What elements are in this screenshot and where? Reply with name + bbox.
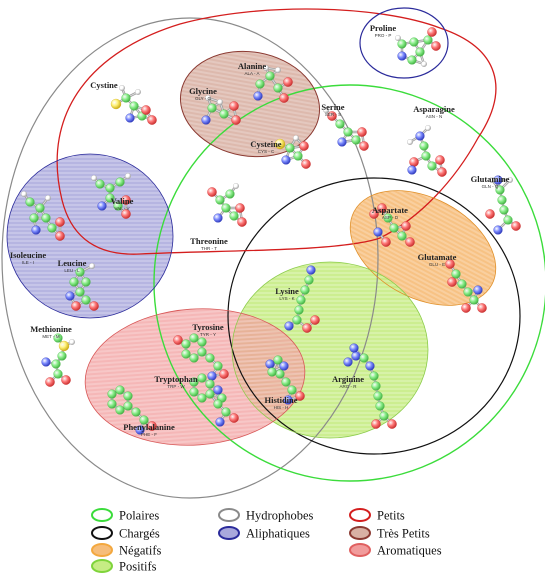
serine-name: Serine: [321, 102, 345, 112]
legend-label-charges: Chargés: [119, 526, 160, 541]
atom-n: [474, 286, 483, 295]
atom-o: [485, 209, 494, 218]
atom-c: [376, 402, 385, 411]
methionine-name: Methionine: [30, 324, 72, 334]
atom-h: [21, 191, 27, 197]
atom-o: [147, 115, 156, 124]
valine-code: VAL - V: [114, 206, 130, 211]
atom-h: [119, 85, 125, 91]
legend-item-charges: [92, 527, 160, 541]
tryptophan-name: Tryptophan: [154, 374, 198, 384]
atom-c: [26, 198, 35, 207]
atom-c: [216, 196, 225, 205]
atom-c: [410, 38, 419, 47]
valine-name: Valine: [110, 196, 134, 206]
atom-n: [494, 226, 503, 235]
atom-c: [190, 334, 199, 343]
atom-h: [293, 135, 299, 141]
atom-h: [421, 61, 427, 67]
atom-c: [52, 360, 61, 369]
atom-c: [504, 216, 513, 225]
atom-c: [190, 388, 199, 397]
legend-label-aromatiques: Aromatiques: [377, 543, 442, 558]
atom-c: [301, 286, 310, 295]
atom-o: [409, 157, 418, 166]
atom-o: [301, 159, 310, 168]
atom-c: [293, 316, 302, 325]
cysteine-name: Cysteine: [250, 139, 282, 149]
atom-n: [416, 132, 425, 141]
atom-c: [36, 204, 45, 213]
atom-c: [198, 348, 207, 357]
atom-c: [82, 278, 91, 287]
atom-n: [208, 372, 217, 381]
atom-c: [390, 224, 399, 233]
atom-c: [198, 374, 207, 383]
atom-h: [135, 89, 141, 95]
atom-c: [106, 184, 115, 193]
atom-c: [424, 36, 433, 45]
legend-label-positifs: Positifs: [119, 559, 157, 574]
atom-c: [286, 144, 295, 153]
atom-o: [235, 203, 244, 212]
atom-o: [237, 217, 246, 226]
legend-swatch-hydrophobes: [219, 509, 239, 521]
atom-c: [58, 352, 67, 361]
atom-n: [98, 202, 107, 211]
atom-o: [431, 41, 440, 50]
atom-c: [214, 400, 223, 409]
phenylalanine-code: PHE - F: [140, 432, 158, 437]
atom-c: [198, 338, 207, 347]
atom-c: [190, 354, 199, 363]
legend-item-aliphatiques: [219, 527, 310, 541]
legend-item-petits: [350, 509, 405, 523]
atom-c: [294, 152, 303, 161]
atom-c: [116, 178, 125, 187]
atom-o: [461, 303, 470, 312]
atom-n: [366, 362, 375, 371]
atom-o: [511, 221, 520, 230]
atom-c: [297, 296, 306, 305]
aspartate-name: Aspartate: [372, 205, 408, 215]
atom-n: [214, 386, 223, 395]
atom-c: [416, 48, 425, 57]
atom-c: [226, 190, 235, 199]
atom-c: [42, 214, 51, 223]
atom-n: [66, 292, 75, 301]
atom-s: [59, 341, 69, 351]
legend-swatch-polaires: [92, 509, 112, 521]
atom-o: [279, 93, 288, 102]
atom-c: [130, 102, 139, 111]
atom-c: [408, 56, 417, 65]
atom-n: [254, 92, 263, 101]
atom-c: [282, 378, 291, 387]
atom-c: [116, 386, 125, 395]
alanine-code: ALA - A: [244, 71, 260, 76]
legend-swatch-charges: [92, 527, 112, 539]
atom-h: [275, 67, 281, 73]
phenylalanine-name: Phenylalanine: [123, 422, 175, 432]
tryptophan-code: TRP - W: [167, 384, 185, 389]
atom-o: [387, 419, 396, 428]
atom-s: [111, 99, 121, 109]
atom-o: [435, 155, 444, 164]
proline-name: Proline: [369, 23, 397, 33]
legend-label-petits: Petits: [377, 508, 405, 523]
glycine-name: Glycine: [189, 86, 217, 96]
atom-c: [336, 120, 345, 129]
atom-c: [452, 270, 461, 279]
arginine-code: ARG - R: [339, 384, 357, 389]
atom-o: [437, 167, 446, 176]
cystine-molecule: [111, 85, 157, 124]
atom-o: [283, 77, 292, 86]
threonine-name: Threonine: [190, 236, 228, 246]
isoleucine-name: Isoleucine: [9, 250, 47, 260]
atom-c: [276, 370, 285, 379]
atom-c: [48, 224, 57, 233]
atom-c: [500, 206, 509, 215]
legend-item-hydrophobes: [219, 509, 313, 523]
atom-n: [338, 138, 347, 147]
aliphatiques-stripes: [7, 154, 173, 318]
atom-c: [360, 354, 369, 363]
legend-swatch-negatifs: [92, 544, 112, 556]
cystine-name: Cystine: [90, 80, 118, 90]
serine-code: SER - S: [324, 112, 342, 117]
atom-o: [219, 369, 228, 378]
legend-swatch-aliphatiques: [219, 527, 239, 539]
atom-c: [206, 390, 215, 399]
atom-c: [344, 128, 353, 137]
atom-c: [132, 408, 141, 417]
atom-o: [141, 105, 150, 114]
atom-n: [42, 358, 51, 367]
legend-label-polaires: Polaires: [119, 508, 160, 523]
atom-n: [344, 358, 353, 367]
atom-c: [422, 152, 431, 161]
atom-c: [182, 350, 191, 359]
atom-h: [45, 195, 51, 201]
filled-regions: [7, 41, 515, 453]
atom-o: [89, 301, 98, 310]
atom-c: [206, 380, 215, 389]
atom-n: [266, 360, 275, 369]
atom-c: [266, 72, 275, 81]
atom-o: [310, 315, 319, 324]
proline-label: [370, 23, 397, 38]
asparagine-molecule: [407, 125, 446, 176]
atom-c: [30, 214, 39, 223]
cysteine-code: CYS - C: [257, 149, 275, 154]
legend-item-positifs: [92, 560, 157, 574]
atom-o: [173, 335, 182, 344]
atom-h: [91, 175, 97, 181]
legend-label-negatifs: Négatifs: [119, 543, 162, 558]
lysine-name: Lysine: [275, 286, 299, 296]
atom-c: [458, 280, 467, 289]
atom-o: [357, 127, 366, 136]
atom-o: [302, 323, 311, 332]
legend-swatch-petits: [350, 509, 370, 521]
atom-h: [125, 173, 131, 179]
atom-n: [408, 166, 417, 175]
atom-c: [122, 94, 131, 103]
atom-c: [108, 390, 117, 399]
atom-c: [420, 142, 429, 151]
atom-c: [220, 110, 229, 119]
atom-o: [229, 101, 238, 110]
leucine-code: LEU - L: [64, 268, 80, 273]
atom-o: [55, 217, 64, 226]
legend-swatch-positifs: [92, 560, 112, 572]
legend-item-polaires: [92, 509, 159, 523]
legend-item-negatifs: [92, 544, 161, 558]
atom-o: [45, 377, 54, 386]
atom-n: [280, 362, 289, 371]
atom-o: [447, 277, 456, 286]
legend-label-aliphatiques: Aliphatiques: [246, 526, 310, 541]
atom-h: [89, 263, 95, 269]
atom-c: [295, 306, 304, 315]
atom-n: [350, 344, 359, 353]
glycine-code: GLY - G: [194, 96, 212, 101]
lysine-code: LYS - K: [279, 296, 295, 301]
tyrosine-code: TYR - Y: [200, 332, 216, 337]
atom-n: [282, 156, 291, 165]
glutamine-code: GLN - Q: [481, 184, 499, 189]
atom-h: [407, 139, 413, 145]
atom-c: [54, 370, 63, 379]
atom-c: [82, 296, 91, 305]
atom-c: [108, 400, 117, 409]
legend-label-hydrophobes: Hydrophobes: [246, 508, 314, 523]
atom-n: [126, 114, 135, 123]
atom-c: [305, 276, 314, 285]
glutamate-name: Glutamate: [417, 252, 457, 262]
asparagine-code: ASN - N: [425, 114, 443, 119]
asparagine-label: [413, 104, 455, 119]
atom-o: [61, 375, 70, 384]
atom-n: [307, 266, 316, 275]
atom-n: [398, 52, 407, 61]
arginine-name: Arginine: [331, 374, 365, 384]
atom-o: [359, 141, 368, 150]
proline-code: PRO - P: [374, 33, 392, 38]
legend: [92, 509, 442, 574]
atom-n: [216, 418, 225, 427]
atom-c: [96, 180, 105, 189]
atom-c: [198, 394, 207, 403]
atom-c: [230, 212, 239, 221]
atom-c: [374, 392, 383, 401]
atom-c: [222, 408, 231, 417]
atom-h: [395, 35, 401, 41]
atom-n: [374, 228, 383, 237]
atom-c: [214, 362, 223, 371]
atom-c: [256, 80, 265, 89]
threonine-molecule: [207, 183, 246, 226]
atom-o: [401, 221, 410, 230]
atom-c: [370, 372, 379, 381]
atom-c: [372, 382, 381, 391]
atom-o: [299, 141, 308, 150]
isoleucine-code: ILE - I: [21, 260, 35, 265]
atom-o: [71, 301, 80, 310]
atom-c: [398, 232, 407, 241]
atom-c: [76, 288, 85, 297]
histidine-code: HIS - H: [273, 405, 289, 410]
threonine-label: [190, 236, 228, 251]
atom-o: [229, 413, 238, 422]
histidine-name: Histidine: [264, 395, 298, 405]
atom-c: [222, 204, 231, 213]
atom-h: [233, 183, 239, 189]
atom-o: [477, 303, 486, 312]
atom-o: [371, 419, 380, 428]
legend-swatch-aromatiques: [350, 544, 370, 556]
atom-c: [398, 40, 407, 49]
atom-c: [124, 392, 133, 401]
atom-h: [69, 339, 75, 345]
atom-n: [202, 116, 211, 125]
alanine-name: Alanine: [237, 61, 267, 71]
atom-h: [217, 99, 223, 105]
atom-c: [182, 340, 191, 349]
legend-item-tres_petits: [350, 527, 430, 541]
atom-o: [427, 27, 436, 36]
legend-item-aromatiques: [350, 544, 442, 558]
methionine-code: MET - M: [42, 334, 60, 339]
atom-o: [381, 237, 390, 246]
atom-c: [498, 196, 507, 205]
glutamate-code: GLU - E: [428, 262, 446, 267]
atom-o: [55, 231, 64, 240]
atom-c: [70, 278, 79, 287]
atom-c: [428, 162, 437, 171]
atom-c: [116, 406, 125, 415]
methionine-label: [30, 324, 72, 339]
atom-n: [352, 352, 361, 361]
atom-c: [274, 84, 283, 93]
atom-o: [405, 237, 414, 246]
atom-c: [268, 368, 277, 377]
glutamine-name: Glutamine: [470, 174, 510, 184]
proline-molecule: [395, 27, 440, 66]
tyrosine-name: Tyrosine: [192, 322, 224, 332]
threonine-code: THR - T: [201, 246, 217, 251]
atom-c: [352, 136, 361, 145]
legend-swatch-tres_petits: [350, 527, 370, 539]
leucine-name: Leucine: [57, 258, 87, 268]
legend-label-tres_petits: Très Petits: [377, 526, 430, 541]
atom-o: [207, 187, 216, 196]
atom-c: [124, 402, 133, 411]
atom-c: [208, 104, 217, 113]
atom-c: [464, 288, 473, 297]
methionine-molecule: [42, 334, 75, 387]
cystine-label: [90, 80, 118, 90]
atom-n: [285, 322, 294, 331]
atom-n: [214, 214, 223, 223]
aspartate-code: ASP - D: [381, 215, 399, 220]
atom-c: [470, 296, 479, 305]
asparagine-name: Asparagine: [413, 104, 455, 114]
atom-h: [425, 125, 431, 131]
atom-c: [288, 386, 297, 395]
atom-n: [32, 226, 41, 235]
atom-c: [206, 354, 215, 363]
atom-c: [380, 412, 389, 421]
atom-o: [231, 115, 240, 124]
